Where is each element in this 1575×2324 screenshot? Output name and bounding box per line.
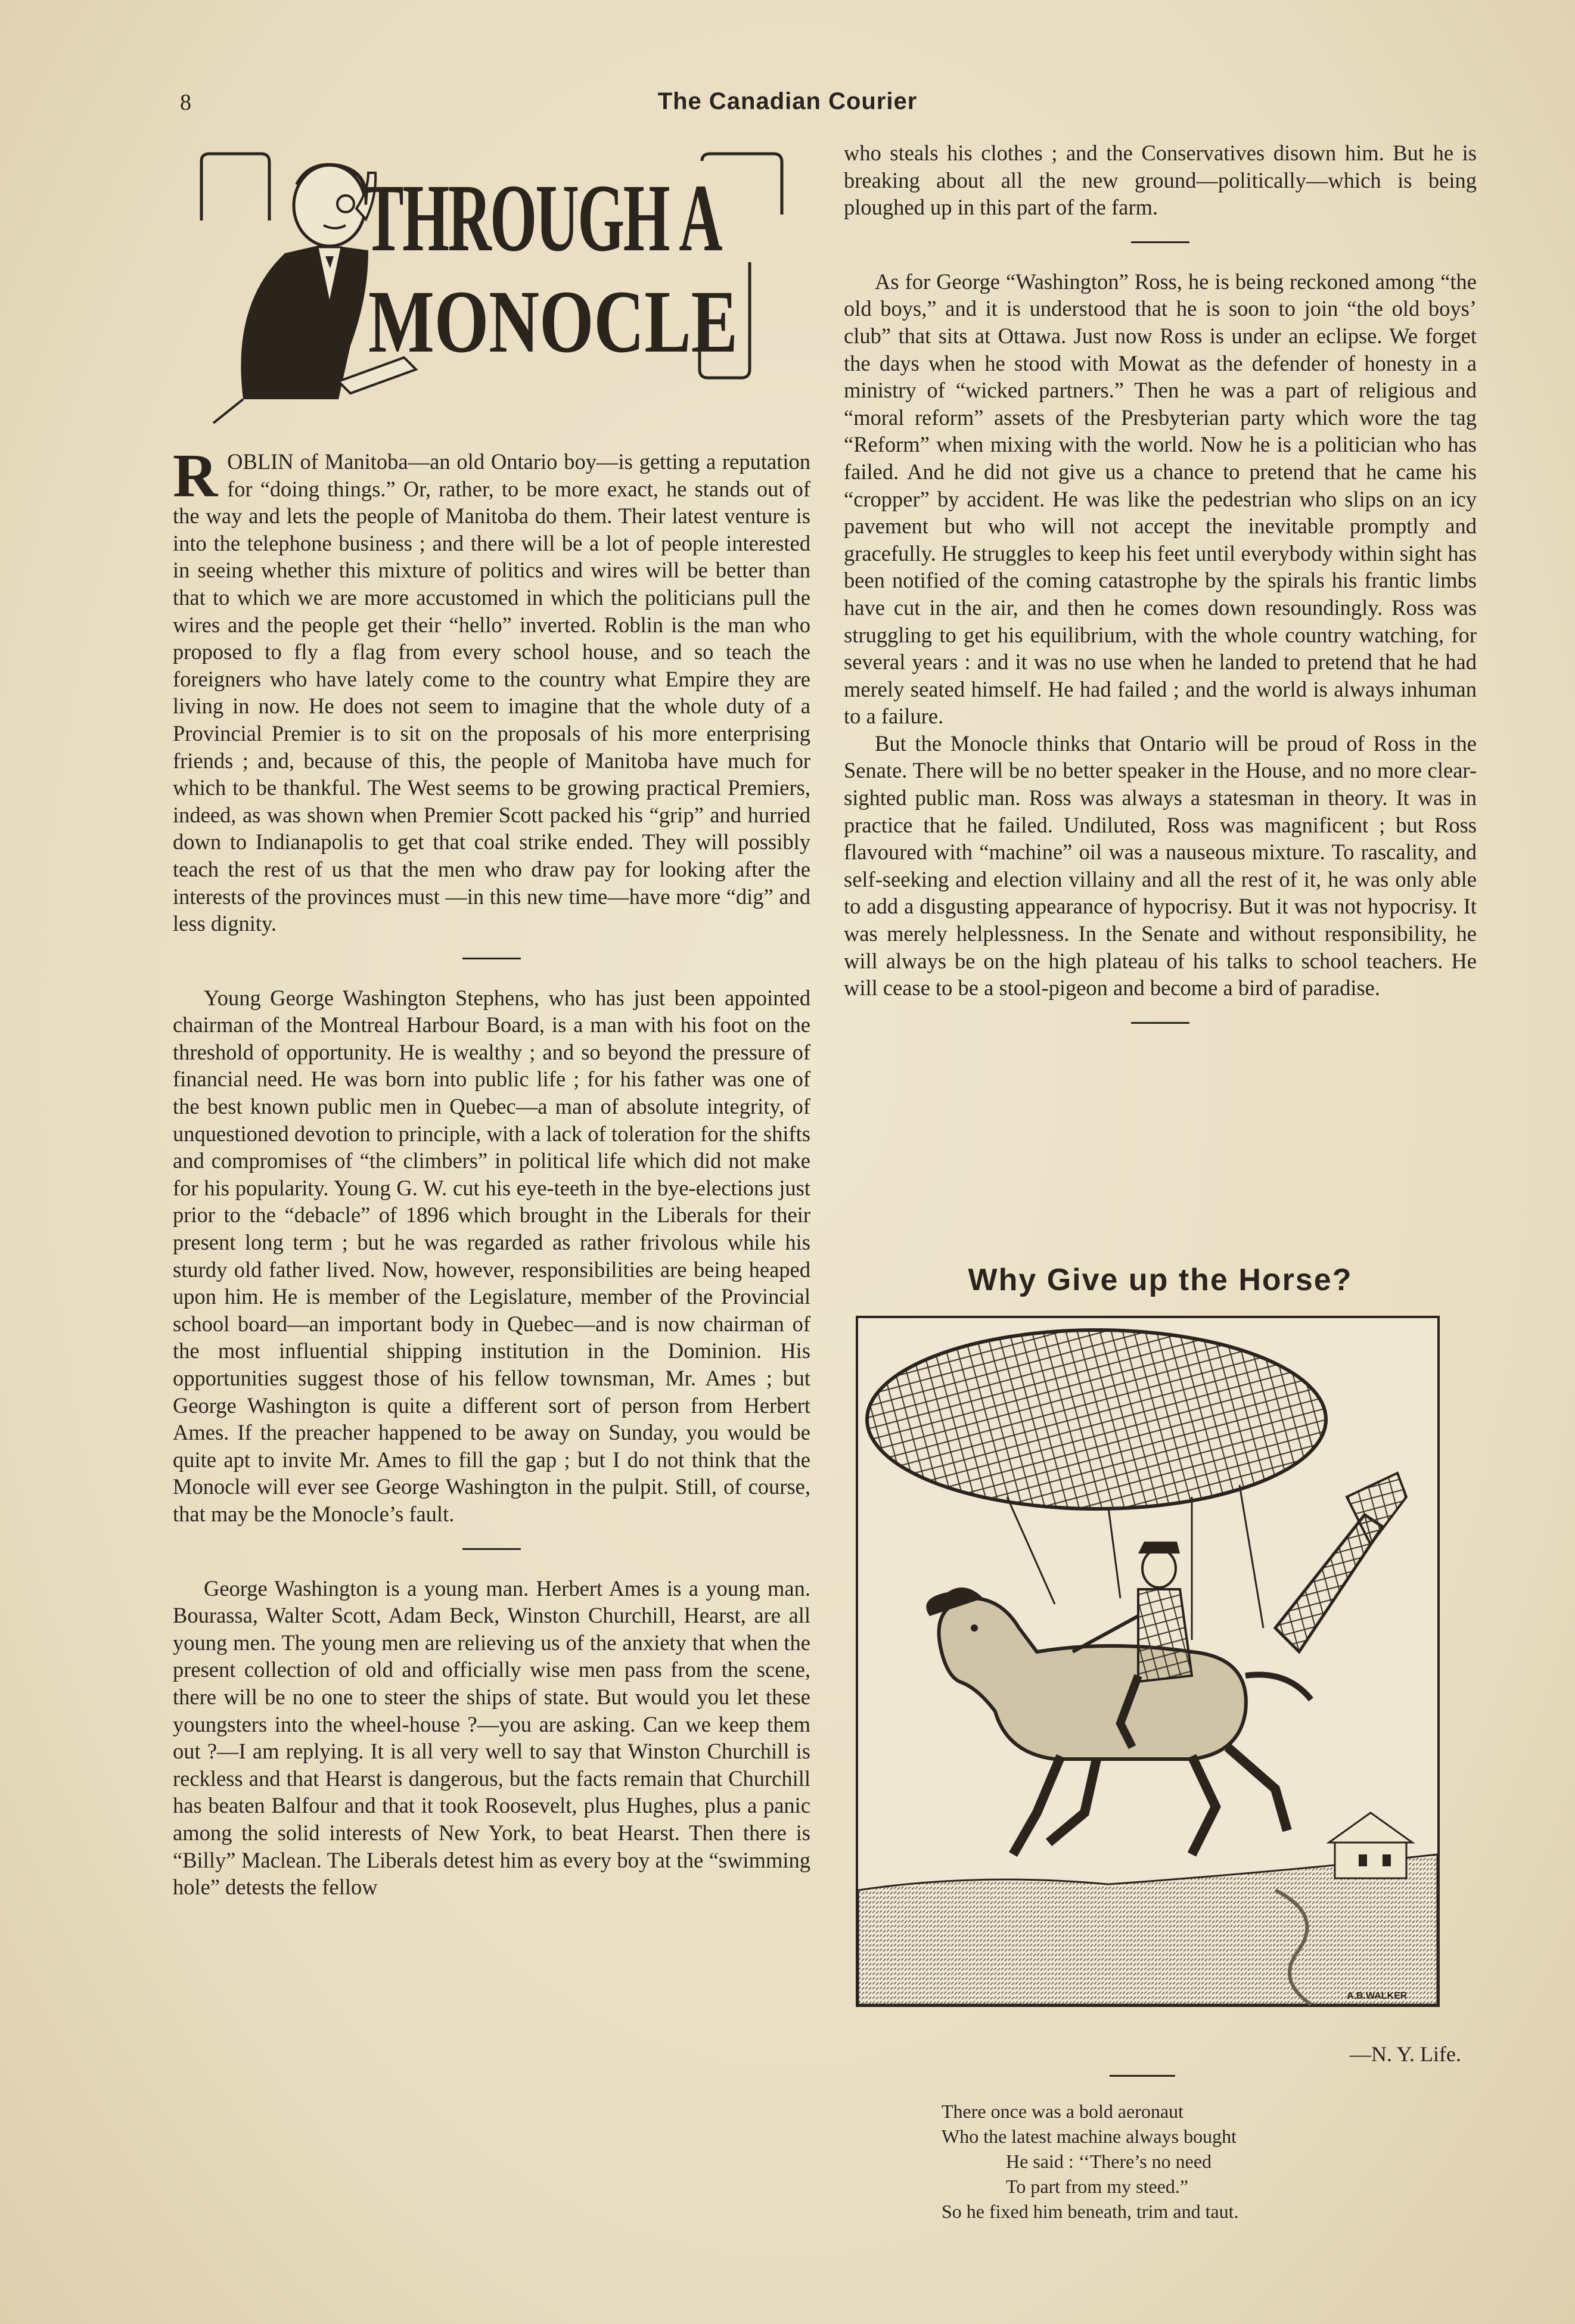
poem-line: To part from my steed.” — [1006, 2176, 1189, 2197]
paragraph-continuation: who steals his clothes ; and the Conservatives disown him. But he is breaking about all the new ground—politically—which is being ploughed up in this part of the farm. — [844, 141, 1477, 220]
poem-divider — [1110, 2075, 1175, 2077]
section-divider — [462, 958, 521, 959]
cartoon-title: Why Give up the Horse? — [968, 1263, 1353, 1297]
cartoon-frame — [856, 1316, 1440, 2007]
paragraph-roblin — [173, 442, 810, 937]
poem-line: So he fixed him beneath, trim and taut. — [942, 2201, 1239, 2222]
paragraph-senate: But the Monocle thinks that Ontario will be proud of Ross in the Senate. There will be no better speaker in the House, and no more clear-sighted public man. Ross was always a statesman in theory. It was in practice that he failed. Undiluted, Ross was magnificent ; but Ross flavoured with “machine” oil was a nauseous mixture. To rascality, and self-seeking and election villainy and all the rest of it, he was only able to add a disgusting appearance of hypocrisy. But it was not hypocrisy. It was merely helplessness. In the Senate and without responsibility, he will always be on the high plateau of his talks to school teachers. He will cease to be a stool-pigeon and become a bird of paradise. — [844, 731, 1477, 1001]
paragraph-young-men: George Washington is a young man. Herbert Ames is a young man. Bourassa, Walter Scott, Adam Beck, Winston Churchill, Hearst, are all young men. The young men are relieving us of the anxiety that when the present collection of old and officially wise men pass from the scene, there will be no one to steer the ships of state. But would you let these youngsters into the wheel-house ?—you are asking. Can we keep them out ?—I am replying. It is all very well to say that Winston Churchill is reckless and that Hearst is dangerous, but the facts remain that Churchill has beaten Balfour and that it took Roosevelt, plus Hughes, plus a panic among the solid interests of New York, to beat Hearst. Then there is “Billy” Maclean. The Liberals detest him as every boy at the “swimming hole” detests the fellow — [173, 1576, 810, 1900]
paragraph-roblin-text: OBLIN of Manitoba—an old Ontario boy—is getting a reputation for “doing things.” Or, rather, to be more exact, he stands out of the way and lets the people of Manitoba do them. Their latest venture is into the telephone business ; and there will be a lot of people interested in seeing whether this mixture of politics and wires will be better than that to which we are more accustomed in which the politicians pull the wires and the people get their “hello” inverted. Roblin is the man who proposed to fly a flag from every school house, and so teach the foreigners who have lately come to the country what Empire they are living in now. He does not seem to imagine that the whole duty of a Provincial Premier is to sit on the proposals of his more enterprising friends ; and, because of this, the people of Manitoba have much for which to be thankful. The West seems to be growing practical Premiers, indeed, as was shown when Premier Scott packed his “grip” and hurried down to Indianapolis to get that coal strike ended. They will possibly teach the rest of us that the men who draw pay for looking after the interests of the provinces must —in this new time—have more “dig” and less dignity. — [173, 449, 810, 936]
section-divider — [1131, 1022, 1189, 1024]
page-number: 8 — [180, 90, 191, 115]
masthead-illustration — [190, 149, 809, 435]
masthead-title-line2: MONOCLE — [368, 272, 738, 371]
paragraph-stephens: Young George Washington Stephens, who has just been appointed chairman of the Montreal Harbour Board, is a man with his foot on the threshold of opportunity. He is wealthy ; and so beyond the pressure of financial need. He was born into public life ; for his father was one of the best known public men in Quebec—a man of absolute integrity, of unquestioned devotion to principle, with a lack of toleration for the shifts and compromises of “the climbers” in political life which did not make for his popularity. Young G. W. cut his eye-teeth in the bye-elections just prior to the “debacle” of 1896 which brought in the Liberals for their present long term ; but he was regarded as rather frivolous while his sturdy old father lived. Now, however, responsibilities are being heaped upon him. He is member of the Legislature, member of the Provincial school board—an important body in Quebec—and is now chairman of the most influential shipping institution in the Dominion. His opportunities suggest those of his fellow townsman, Mr. Ames ; but George Washington is quite a different sort of person from Herbert Ames. If the preacher happened to be away on Sunday, you would be quite apt to invite Mr. Ames to fill the gap ; but I do not think that the Monocle will ever see George Washington in the pulpit. Still, of course, that may be the Monocle’s fault. — [173, 985, 810, 1526]
artist-signature: A.B.WALKER — [1347, 1991, 1408, 2001]
farmhouse-icon — [1329, 1813, 1412, 1878]
article-right-column — [844, 139, 1477, 1049]
balloon-icon — [867, 1330, 1326, 1509]
poem-line: He said : ‘‘There’s no need — [1006, 2151, 1212, 2172]
cartoon-credit: —N. Y. Life. — [1350, 2042, 1461, 2066]
landscape — [858, 1813, 1437, 2005]
running-head: The Canadian Courier — [657, 88, 918, 114]
propeller-icon — [1275, 1473, 1406, 1652]
section-divider — [1131, 241, 1189, 243]
masthead-title-line1: THROUGH A — [364, 165, 722, 272]
article-left-column — [173, 442, 810, 1901]
cartoon-poem — [942, 2099, 1359, 2224]
paragraph-ross: As for George “Washington” Ross, he is being reckoned among “the old boys,” and it is understood that he is soon to join “the old boys’ club” that sits at Ottawa. Just now Ross is under an eclipse. We forget the days when he stood with Mowat as the defender of honesty in a ministry of “wicked partners.” Then he was a part of religious and “moral reform” assets of the Presbyterian party which wore the tag “Reform” when mixing with the world. Now he is a politician who has failed. And he did not give us a chance to pretend that he came his “cropper” by accident. He was like the pedestrian who slips on an icy pavement but who will not accept the inevitable promptly and gracefully. He struggles to keep his feet until everybody within sight has been notified of the coming catastrophe by the spirals his frantic limbs have cut in the air, and then he comes down resoundingly. Ross was struggling to get his equilibrium, with the whole country watching, for several years : and it was no use when he landed to pretend that he had merely seated himself. He had failed ; and the world is always inhuman to a failure. — [844, 269, 1477, 729]
drop-cap: R — [173, 442, 218, 510]
poem-line: Who the latest machine always bought — [942, 2126, 1237, 2147]
section-divider — [462, 1548, 521, 1550]
poem-line: There once was a bold aeronaut — [942, 2101, 1184, 2122]
cartoon-illustration — [858, 1318, 1437, 2005]
